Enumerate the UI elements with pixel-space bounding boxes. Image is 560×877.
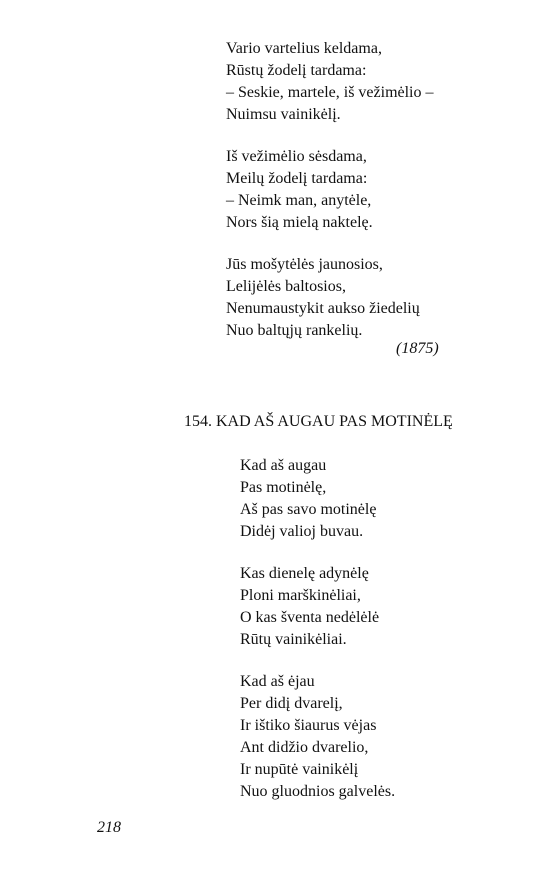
verse-line: Ant didžio dvarelio, [240,739,369,756]
verse-line: Meilų žodelį tardama: [226,170,368,187]
stanza [240,455,560,543]
verse-line: Didėj valioj buvau. [240,523,364,540]
verse-line: Jūs mošytėlės jaunosios, [226,256,383,273]
poem-1 [226,38,546,362]
verse-line: Nuo baltųjų rankelių. [226,322,363,339]
verse-line: Per didį dvarelį, [240,695,343,712]
verse-line: Lelijėlės baltosios, [226,278,346,295]
verse-line: Ir nupūtė vainikėlį [240,761,359,778]
verse-line: Ir ištiko šiaurus vėjas [240,717,377,734]
verse-line: Kad aš ėjau [240,673,315,690]
poem-2 [240,455,560,823]
verse-line: Vario vartelius keldama, [226,40,382,57]
verse-line: Rūstų žodelį tardama: [226,62,367,79]
stanza [226,146,546,234]
verse-line: Kas dienelę adynėlę [240,565,369,582]
poem-heading: 154. KAD AŠ AUGAU PAS MOTINĖLĘ [184,413,453,430]
verse-line: Nuo gluodnios galvelės. [240,783,396,800]
stanza [226,38,546,126]
verse-line: Rūtų vainikėliai. [240,631,347,648]
verse-line: Nors šią mielą naktelę. [226,214,373,231]
verse-line: – Seskie, martele, iš vežimėlio – [226,84,434,101]
verse-line: Iš vežimėlio sėsdama, [226,148,367,165]
stanza [240,671,560,803]
stanza [240,563,560,651]
page-number: 218 [97,819,121,836]
verse-line: Kad aš augau [240,457,327,474]
stanza [226,254,546,342]
verse-line: Aš pas savo motinėlę [240,501,377,518]
verse-line: Nenumaustykit aukso žiedelių [226,300,420,317]
verse-line: Nuimsu vainikėlį. [226,106,341,123]
verse-line: Ploni marškinėliai, [240,587,361,604]
verse-line: – Neimk man, anytėle, [226,192,372,209]
poem-year: (1875) [396,340,439,357]
verse-line: Pas motinėlę, [240,479,327,496]
verse-line: O kas šventa nedėlėlė [240,609,380,626]
